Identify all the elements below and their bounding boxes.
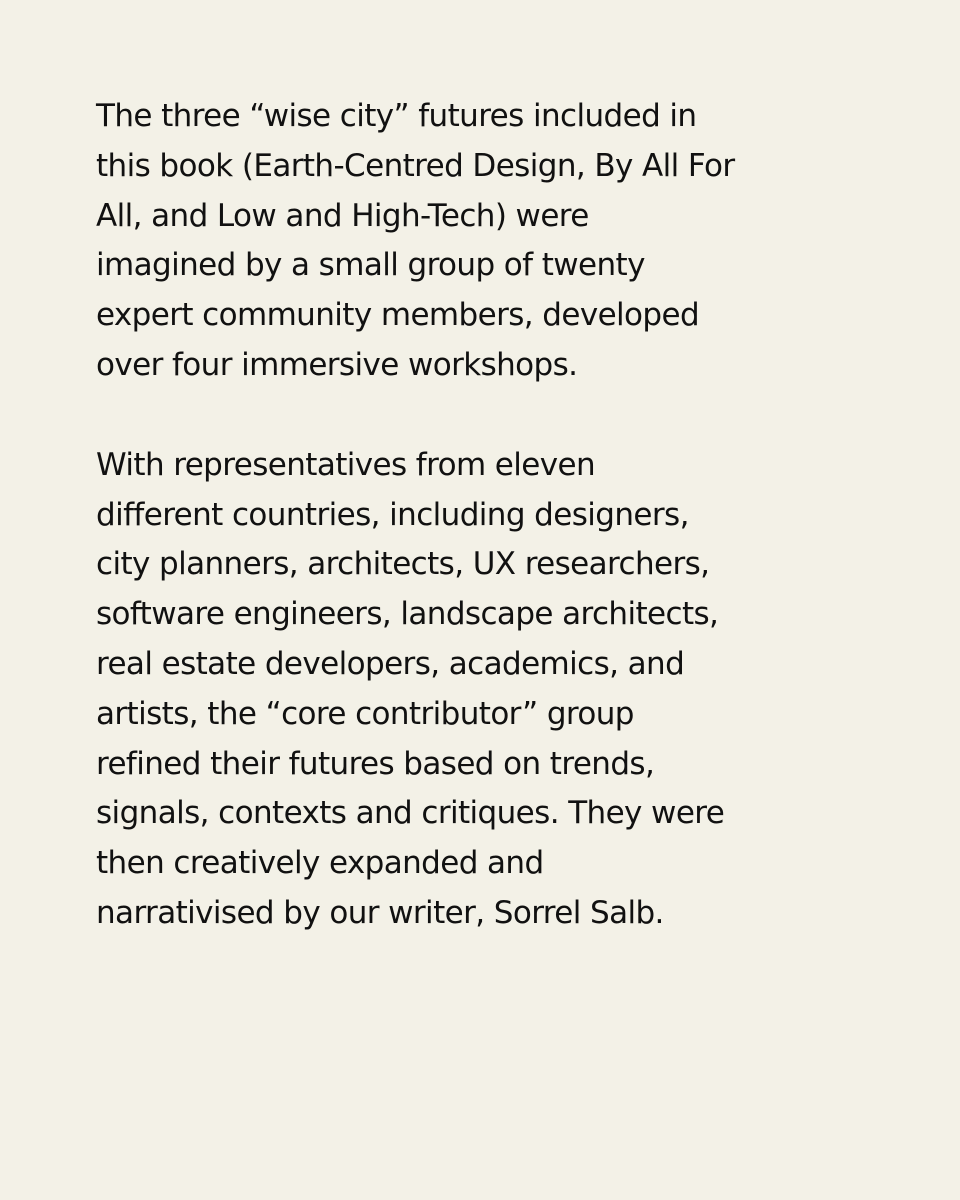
paragraph-contributors: With representatives from eleven different countries, including designers, city planners, architects, UX researchers, software engineers, landscape architects, real estate developers, academics, and artists, the “core contributor” group refined their futures based on trends, signals, contexts and critiques. They were then creatively expanded and narrativised by our writer, Sorrel Salb. xyxy=(96,446,725,931)
paragraph-intro: The three “wise city” futures included in this book (Earth-Centred Design, By All For All, and Low and High-Tech) were imagined by a small group of twenty expert community members, developed over four immersive workshops. xyxy=(96,98,735,383)
